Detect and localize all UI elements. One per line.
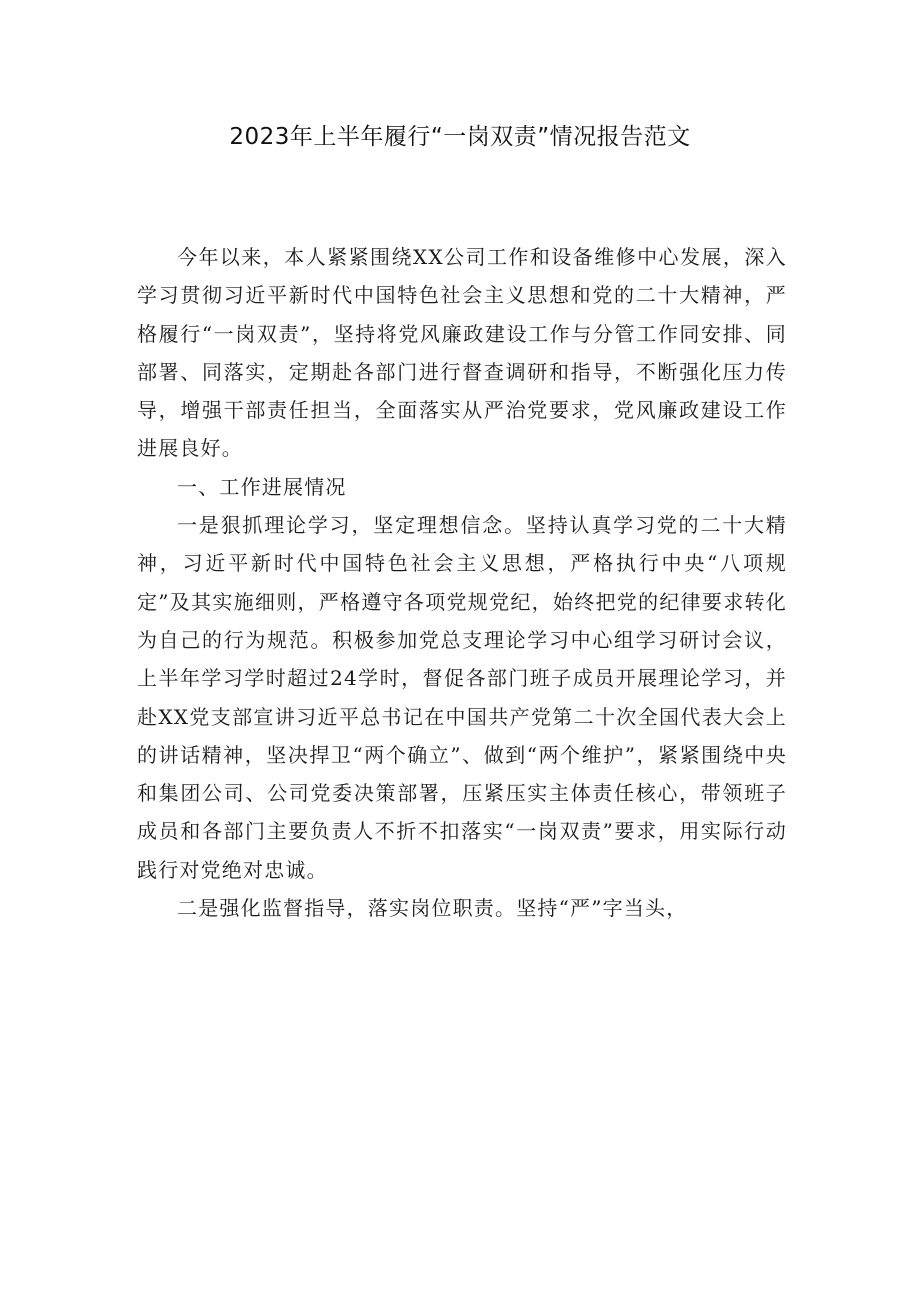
paragraph-supervision: 二是强化监督指导，落实岗位职责。坚持“严”字当头， — [177, 896, 688, 921]
paragraph-intro: 今年以来，本人紧紧围绕XX公司工作和设备维修中心发展，深入学习贯彻习近平新时代中国特色社会主义思想和党的二十大精神，严格履行“一岗双责”，坚持将党风廉政建设工作与分管工作同安排、同部署、同落实，定期赴各部门进行督查调研和指导，不断强化压力传导，增强干部责任担当，全面落实从严治党要求，党风廉政建设工作进展良好。 — [137, 245, 787, 461]
document-body — [137, 238, 787, 927]
document-title: 2023年上半年履行“一岗双责”情况报告范文 — [229, 124, 691, 150]
section-heading-progress: 一、工作进展情况 — [177, 474, 347, 499]
paragraph-theory-study: 一是狠抓理论学习，坚定理想信念。坚持认真学习党的二十大精神，习近平新时代中国特色社会主义思想，严格执行中央“八项规定”及其实施细则，严格遵守各项党规党纪，始终把党的纪律要求转化为自己的行为规范。积极参加党总支理论学习中心组学习研讨会议，上半年学习学时超过24学时，督促各部门班子成员开展理论学习，并赴XX党支部宣讲习近平总书记在中国共产党第二十次全国代表大会上的讲话精神，坚决捍卫“两个确立”、做到“两个维护”，紧紧围绕中央和集团公司、公司党委决策部署，压紧压实主体责任核心，带领班子成员和各部门主要负责人不折不扣落实“一岗双责”要求，用实际行动践行对党绝对忠诚。 — [137, 513, 787, 882]
